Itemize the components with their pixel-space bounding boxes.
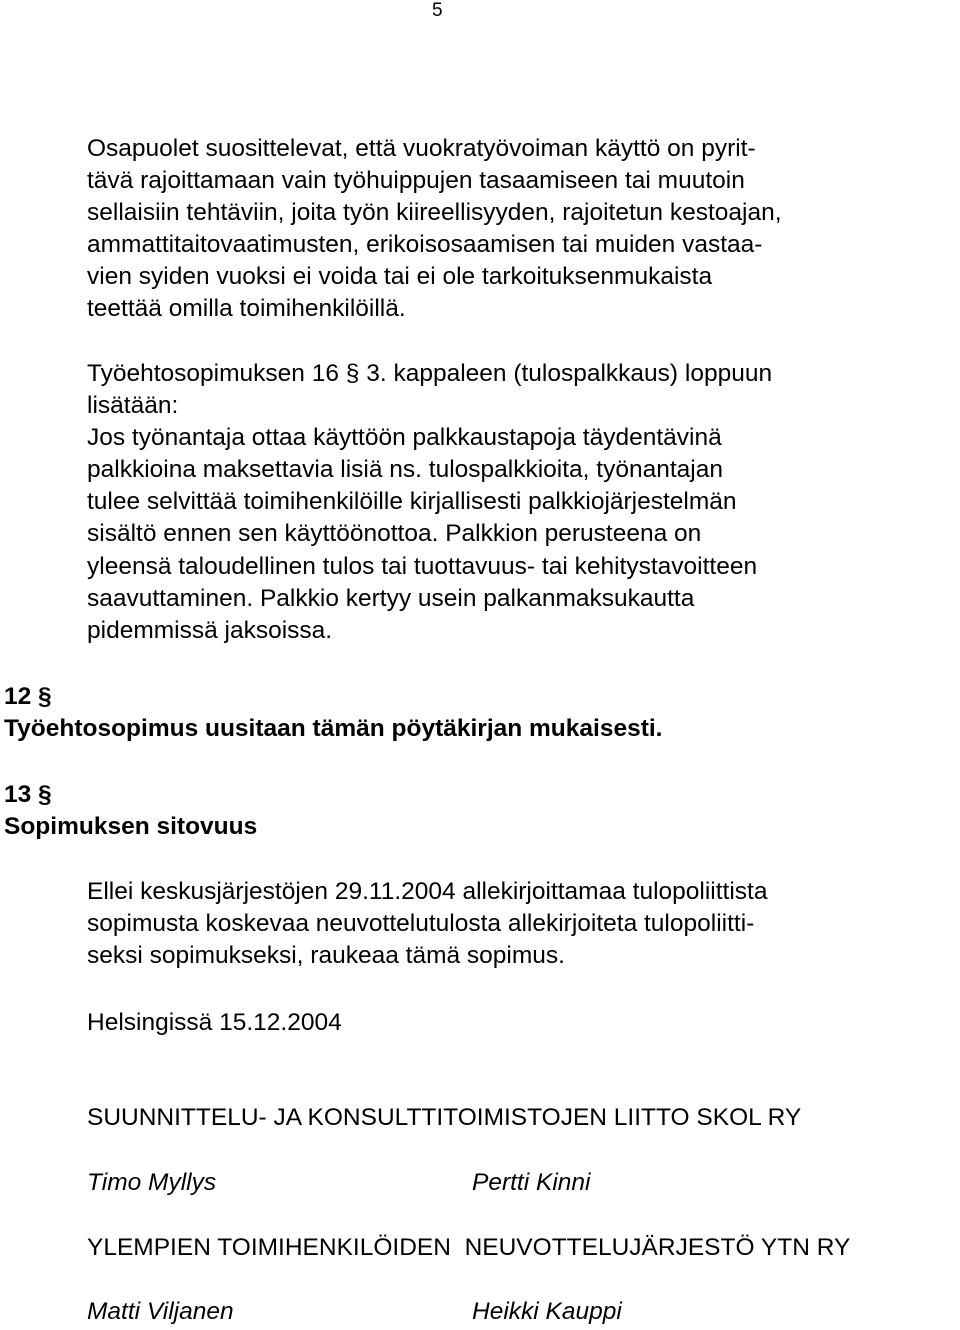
paragraph-vuokratyovoima bbox=[87, 133, 782, 326]
org2-signer1: Matti Viljanen bbox=[87, 1298, 234, 1325]
org1-signer2: Pertti Kinni bbox=[472, 1169, 591, 1196]
text-line: teettää omilla toimihenkilöillä. bbox=[87, 295, 406, 323]
text-line: sellaisiin tehtäviin, joita työn kiireellisyyden, rajoitetun kestoajan, bbox=[87, 199, 782, 227]
text-line: Osapuolet suosittelevat, että vuokratyövoiman käyttö on pyrit- bbox=[87, 135, 756, 162]
place-date: Helsingissä 15.12.2004 bbox=[87, 1009, 342, 1036]
org2-name: YLEMPIEN TOIMIHENKILÖIDEN NEUVOTTELUJÄRJESTÖ YTN RY bbox=[87, 1234, 851, 1261]
text-line: vien syiden vuoksi ei voida tai ei ole tarkoituksenmukaista bbox=[87, 263, 713, 291]
paragraph-tulospalkkaus bbox=[87, 358, 772, 647]
text-line: ammattitaitovaatimusten, erikoisosaamisen tai muiden vastaa- bbox=[87, 231, 763, 259]
text-line: tävä rajoittamaan vain työhuippujen tasaamiseen tai muutoin bbox=[87, 167, 745, 195]
text-line: tulee selvittää toimihenkilöille kirjallisesti palkkiojärjestelmän bbox=[87, 488, 737, 516]
org1-name: SUUNNITTELU- JA KONSULTTITOIMISTOJEN LIITTO SKOL RY bbox=[87, 1104, 802, 1131]
org2-signer2: Heikki Kauppi bbox=[472, 1298, 622, 1325]
page-number: 5 bbox=[432, 0, 443, 21]
text-line: sisältö ennen sen käyttöönottoa. Palkkion perusteena on bbox=[87, 520, 702, 548]
text-line: lisätään: bbox=[87, 392, 179, 420]
text-line: Työehtosopimuksen 16 § 3. kappaleen (tulospalkkaus) loppuun bbox=[87, 360, 773, 387]
text-line: sopimusta koskevaa neuvottelutulosta allekirjoiteta tulopoliitti- bbox=[87, 910, 755, 938]
text-line: Jos työnantaja ottaa käyttöön palkkaustapoja täydentävinä bbox=[87, 424, 722, 452]
text-line: seksi sopimukseksi, raukeaa tämä sopimus. bbox=[87, 942, 565, 970]
section-12-title: Työehtosopimus uusitaan tämän pöytäkirjan mukaisesti. bbox=[4, 715, 663, 742]
section-12 bbox=[4, 681, 663, 745]
text-line: yleensä taloudellinen tulos tai tuottavuus- tai kehitystavoitteen bbox=[87, 552, 758, 580]
text-line: Ellei keskusjärjestöjen 29.11.2004 allekirjoittamaa tulopoliittista bbox=[87, 878, 768, 905]
section-13-title: Sopimuksen sitovuus bbox=[4, 813, 258, 840]
section-13 bbox=[4, 779, 257, 843]
org1-signer1: Timo Myllys bbox=[87, 1169, 217, 1196]
text-line: saavuttaminen. Palkkio kertyy usein palkanmaksukautta bbox=[87, 584, 695, 612]
text-line: pidemmissä jaksoissa. bbox=[87, 616, 333, 644]
section-13-number: 13 § bbox=[4, 781, 52, 808]
text-line: palkkioina maksettavia lisiä ns. tulospalkkioita, työnantajan bbox=[87, 456, 723, 484]
section-12-number: 12 § bbox=[4, 683, 52, 710]
paragraph-sitovuus bbox=[87, 876, 767, 972]
